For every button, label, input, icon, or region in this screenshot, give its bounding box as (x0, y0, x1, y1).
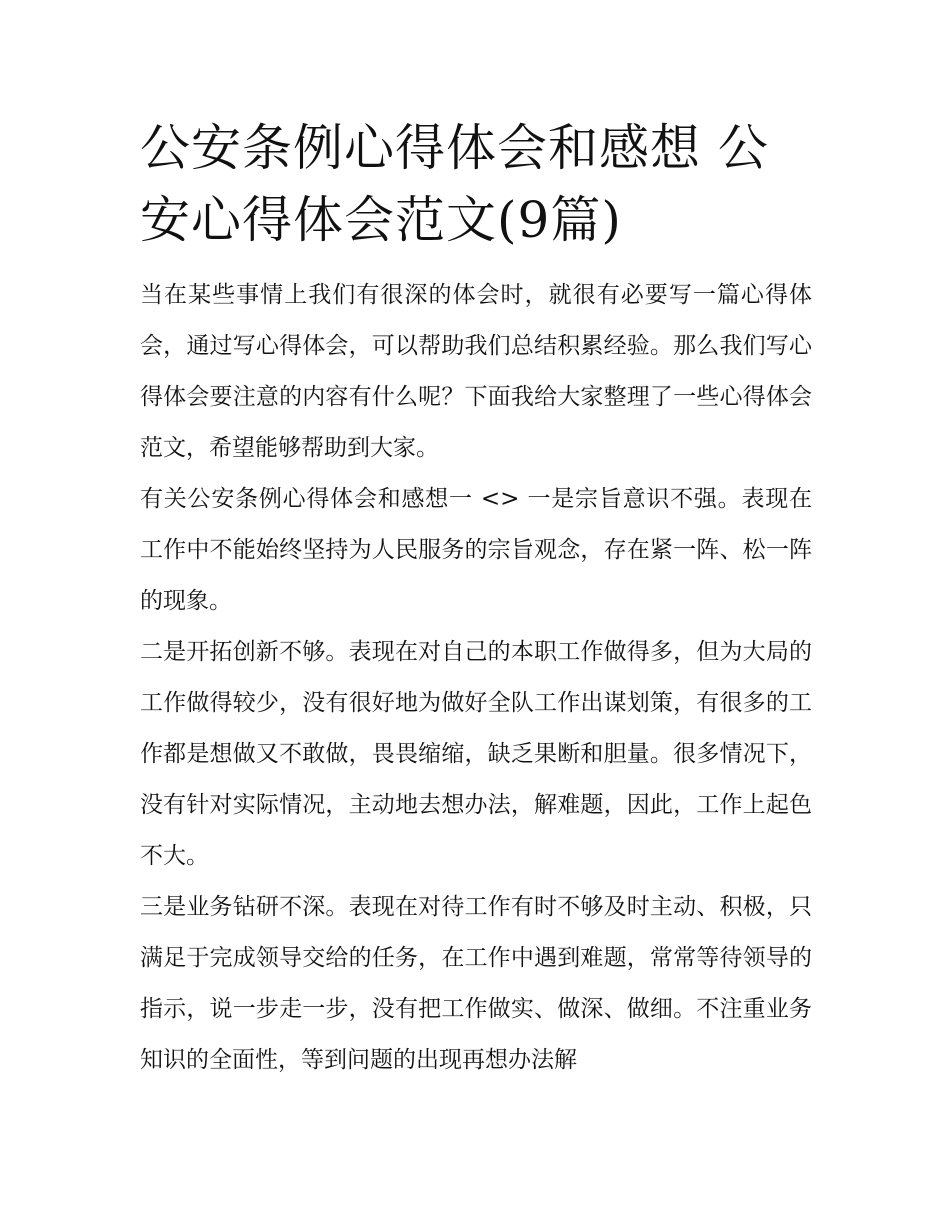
paragraph-third-point: 三是业务钻研不深。表现在对待工作有时不够及时主动、积极，只满足于完成领导交给的任务，在工作中遇到难题，常常等待领导的指示，说一步走一步，没有把工作做实、做深、做细。不注重业务知识的全面性，等到问题的出现再想办法解 (140, 894, 812, 1073)
document-title: 公安条例心得体会和感想 公安心得体会范文(9篇) (140, 119, 769, 249)
paragraph-second-point: 二是开拓创新不够。表现在对自己的本职工作做得多，但为大局的工作做得较少，没有很好地为做好全队工作出谋划策，有很多的工作都是想做又不敢做，畏畏缩缩，缺乏果断和胆量。很多情况下，没有针对实际情况，主动地去想办法，解难题，因此，工作上起色不大。 (140, 639, 812, 869)
paragraph-first-point: 有关公安条例心得体会和感想一 <> 一是宗旨意识不强。表现在工作中不能始终坚持为人民服务的宗旨观念，存在紧一阵、松一阵的现象。 (140, 486, 812, 614)
paragraph-intro: 当在某些事情上我们有很深的体会时，就很有必要写一篇心得体会，通过写心得体会，可以帮助我们总结积累经验。那么我们写心得体会要注意的内容有什么呢？下面我给大家整理了一些心得体会范文，希望能够帮助到大家。 (140, 282, 812, 461)
document-content (140, 112, 812, 1086)
